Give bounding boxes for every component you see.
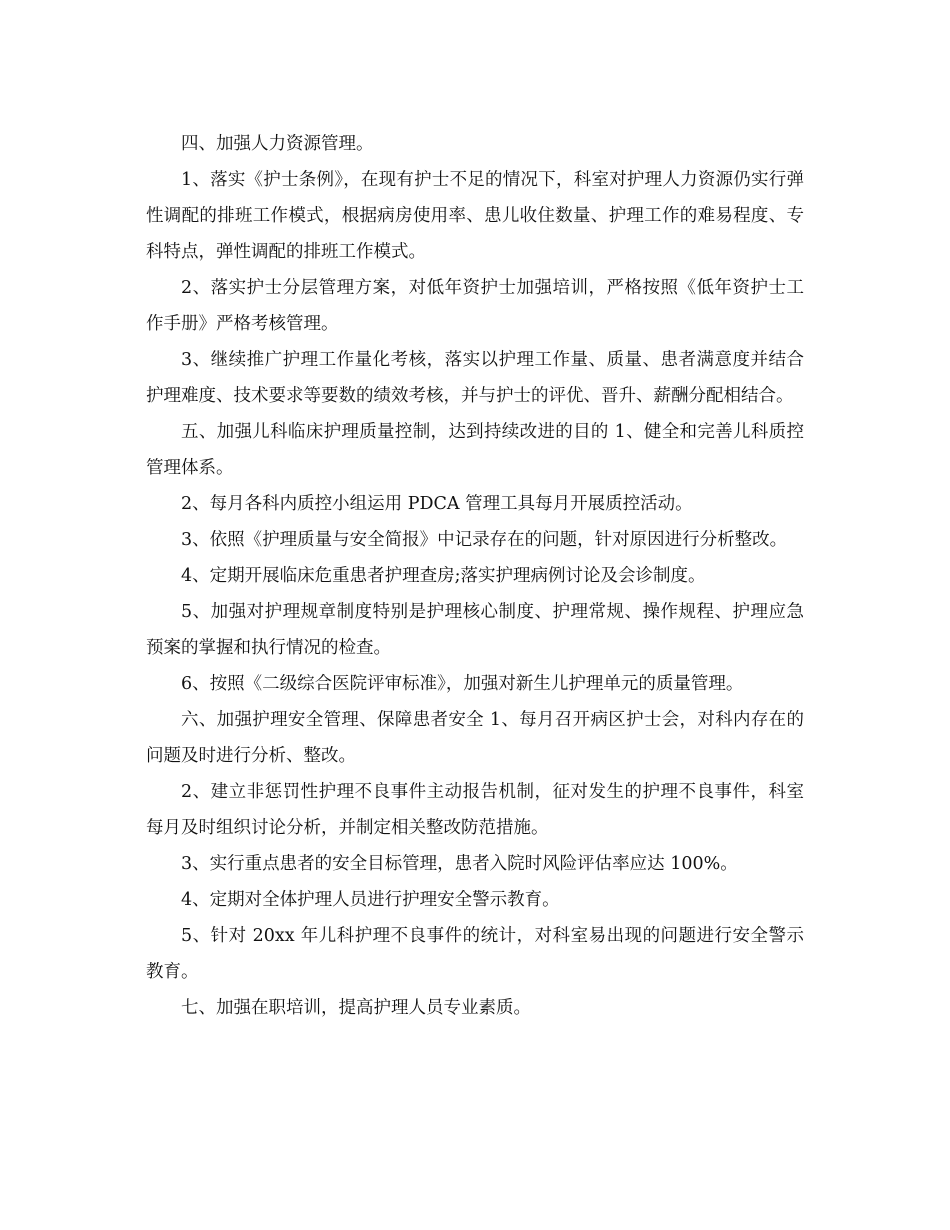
paragraph: 3、继续推广护理工作量化考核，落实以护理工作量、质量、患者满意度并结合护理难度、技术要求等要数的绩效考核，并与护士的评优、晋升、薪酬分配相结合。	[146, 350, 804, 406]
document-body	[146, 126, 804, 1026]
paragraph: 1、落实《护士条例》，在现有护士不足的情况下，科室对护理人力资源仍实行弹性调配的排班工作模式，根据病房使用率、患儿收住数量、护理工作的难易程度、专科特点，弹性调配的排班工作模式。	[146, 170, 804, 262]
paragraph: 2、每月各科内质控小组运用 PDCA 管理工具每月开展质控活动。	[181, 494, 693, 514]
paragraph: 4、定期对全体护理人员进行护理安全警示教育。	[181, 890, 560, 910]
section-heading-5: 五、加强儿科临床护理质量控制，达到持续改进的目的 1、健全和完善儿科质控管理体系。	[146, 422, 804, 478]
paragraph: 6、按照《二级综合医院评审标准》，加强对新生儿护理单元的质量管理。	[181, 674, 744, 694]
paragraph: 3、实行重点患者的安全目标管理，患者入院时风险评估率应达 100%。	[181, 854, 738, 874]
paragraph: 3、依照《护理质量与安全简报》中记录存在的问题，针对原因进行分析整改。	[181, 530, 788, 550]
section-heading-6: 六、加强护理安全管理、保障患者安全 1、每月召开病区护士会，对科内存在的问题及时进行分析、整改。	[146, 710, 804, 766]
paragraph: 5、加强对护理规章制度特别是护理核心制度、护理常规、操作规程、护理应急预案的掌握和执行情况的检查。	[146, 602, 804, 658]
paragraph: 2、建立非惩罚性护理不良事件主动报告机制，征对发生的护理不良事件，科室每月及时组织讨论分析，并制定相关整改防范措施。	[146, 782, 804, 838]
paragraph: 4、定期开展临床危重患者护理查房;落实护理病例讨论及会诊制度。	[181, 566, 706, 586]
section-heading-7: 七、加强在职培训，提高护理人员专业素质。	[181, 998, 531, 1018]
paragraph: 2、落实护士分层管理方案，对低年资护士加强培训，严格按照《低年资护士工作手册》严格考核管理。	[146, 278, 804, 334]
section-heading-4: 四、加强人力资源管理。	[181, 134, 374, 154]
paragraph: 5、针对 20xx 年儿科护理不良事件的统计，对科室易出现的问题进行安全警示教育。	[146, 926, 804, 982]
